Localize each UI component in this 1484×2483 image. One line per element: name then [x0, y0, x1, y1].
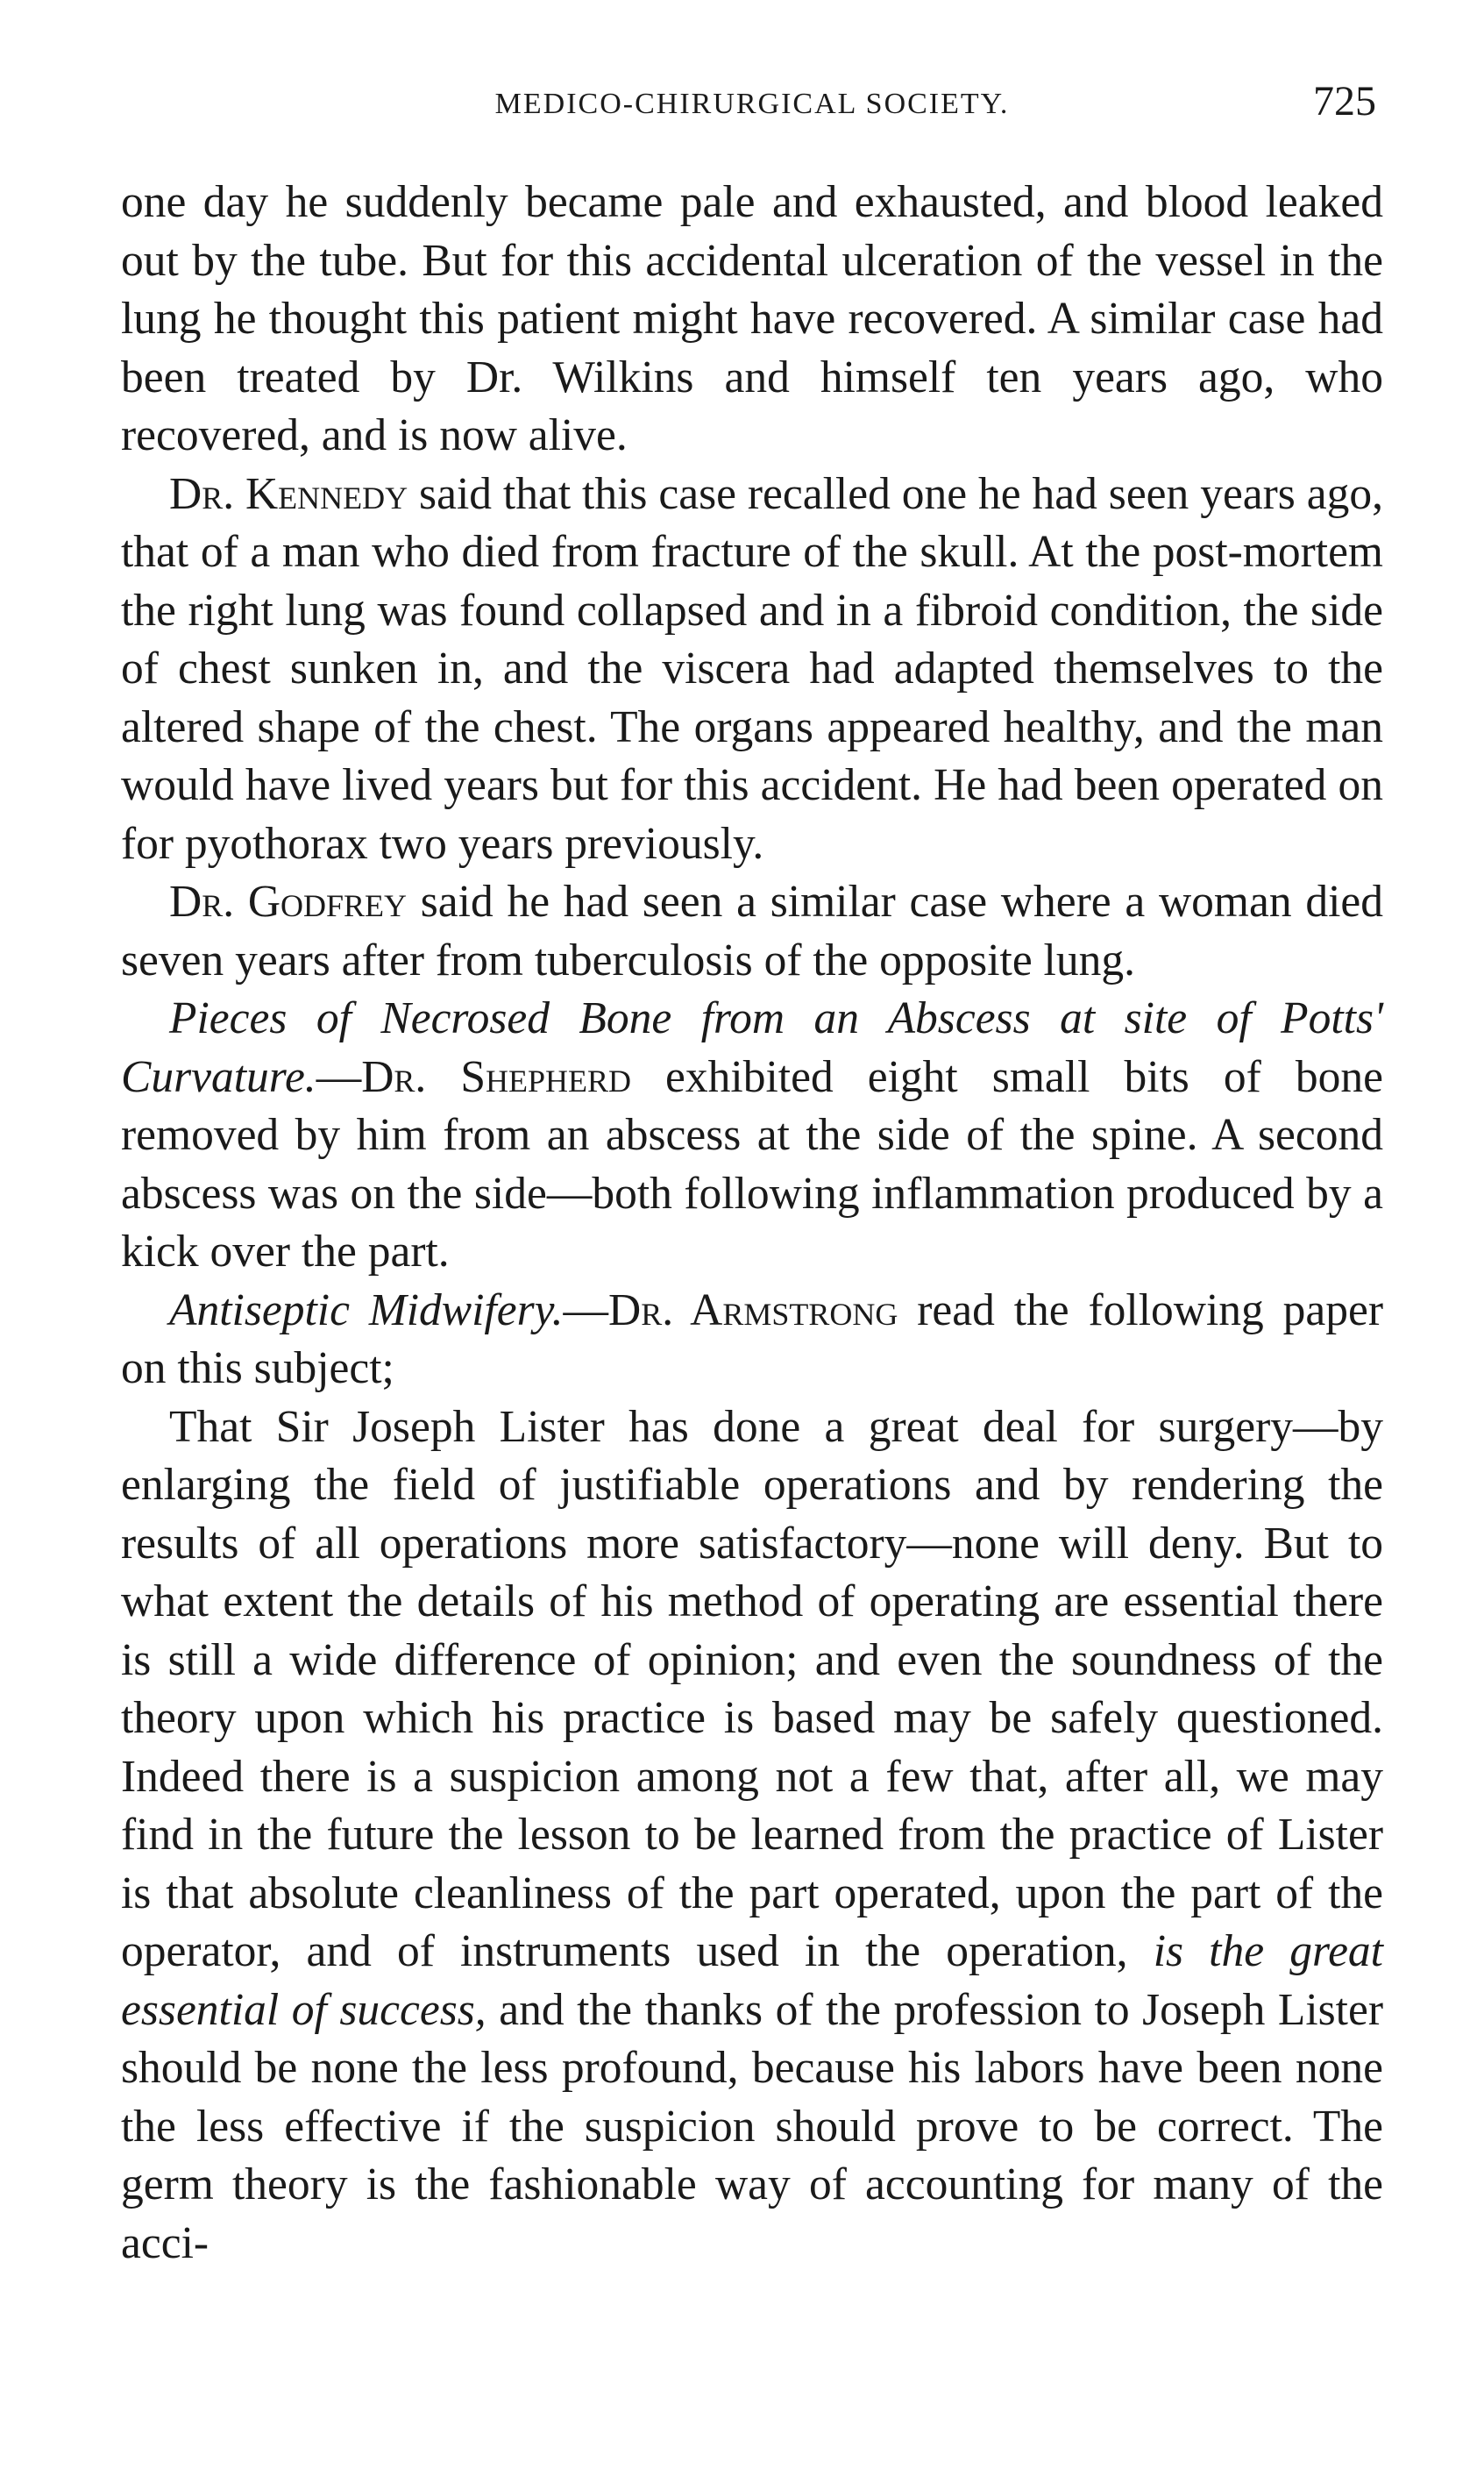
paragraph-kennedy: [121, 466, 1383, 874]
paragraph-text: one day he suddenly became pale and exhausted, and blood leaked out by the tube. But for this accidental ulceration of the vessel in the lung he thought this patient might have recovered. A similar case had been treated by Dr. Wilkins and himself ten years ago, who recovered, and is now alive.: [121, 177, 1383, 460]
speaker-name: Dr. Shepherd: [361, 1051, 631, 1102]
paragraph-lister: [121, 1398, 1383, 2273]
paragraph-text: said he had seen a similar case where a woman died seven years after from tuberculosis of the opposite lung.: [121, 877, 1383, 985]
paragraph-text: read the following paper on this subject;: [121, 1284, 1383, 1393]
emphasis-text: is the great essential of success,: [121, 1926, 1383, 2035]
dash: —: [563, 1284, 609, 1335]
speaker-name: Dr. Kennedy: [169, 468, 408, 519]
paragraph-necrosed-bone: [121, 990, 1383, 1282]
speaker-name: Dr. Armstrong: [608, 1284, 898, 1335]
document-page: [121, 68, 1383, 2273]
paragraph-text: exhibited eight small bits of bone removed by him from an abscess at the side of the spine. A second abscess was on the side—both following inflammation produced by a kick over the part.: [121, 1051, 1383, 1277]
paragraph-text: That Sir Joseph Lister has done a great deal for surgery—by enlarging the field of justifiable operations and by rendering the results of all operations more satisfactory—none will deny. But to what extent the details of his method of operating are essential there is still a wide difference of opinion; and even the soundness of the theory upon which his practice is based may be safely questioned. Indeed there is a suspicion among not a few that, after all, we may find in the future the lesson to be learned from the practice of Lister is that absolute cleanliness of the part operated, upon the part of the operator, and of instruments used in the operation,: [121, 1401, 1383, 1976]
dash: —: [316, 1051, 362, 1102]
page-number: 725: [1313, 78, 1376, 125]
paragraph-godfrey: [121, 873, 1383, 990]
running-title: MEDICO-CHIRURGICAL SOCIETY.: [494, 88, 1010, 120]
speaker-name: Dr. Godfrey: [169, 877, 408, 927]
paragraph-continuation: [121, 174, 1383, 466]
body-text: [121, 174, 1383, 2273]
paragraph-antiseptic-midwifery: [121, 1282, 1383, 1398]
section-heading: Antiseptic Midwifery.: [169, 1284, 564, 1335]
section-heading: Pieces of Necrosed Bone from an Abscess at site of Potts' Curvature.: [121, 993, 1383, 1102]
paragraph-text: said that this case recalled one he had seen years ago, that of a man who died from fracture of the skull. At the post-mortem the right lung was found collapsed and in a fibroid condition, the side of chest sunken in, and the viscera had adapted themselves to the altered shape of the chest. The organs appeared healthy, and the man would have lived years but for this accident. He had been operated on for pyothorax two years previously.: [121, 468, 1383, 869]
paragraph-text: and the thanks of the profession to Joseph Lister should be none the less profound, because his labors have been none the less effective if the suspicion should prove to be correct. The germ theory is the fashionable way of accounting for many of the acci-: [121, 1984, 1383, 2268]
running-header: [121, 68, 1383, 139]
